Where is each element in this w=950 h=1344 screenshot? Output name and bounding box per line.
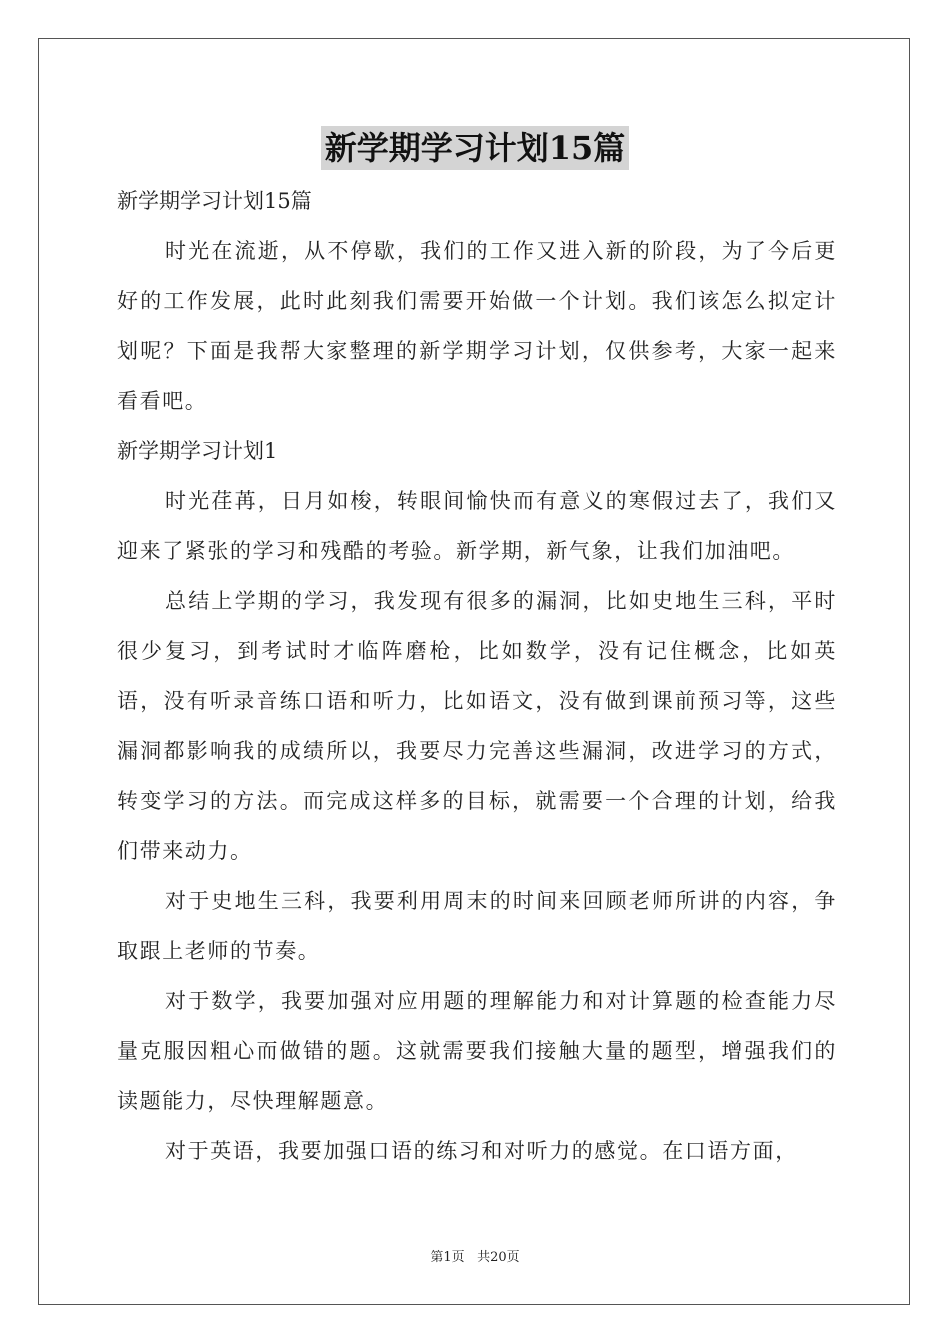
intro-paragraph: 时光在流逝，从不停歇，我们的工作又进入新的阶段，为了今后更好的工作发展，此时此刻我们需要开始做一个计划。我们该怎么拟定计划呢？下面是我帮大家整理的新学期学习计划，仅供参考，大家一起来看看吧。 — [117, 239, 837, 413]
document-subtitle: 新学期学习计划15篇 — [117, 189, 312, 213]
page-footer — [0, 1246, 950, 1265]
document-body — [117, 176, 837, 1176]
title-container — [0, 126, 950, 170]
body-paragraph: 对于史地生三科，我要利用周末的时间来回顾老师所讲的内容，争取跟上老师的节奏。 — [117, 889, 837, 963]
section-heading: 新学期学习计划1 — [117, 439, 278, 463]
total-pages: 共20页 — [477, 1250, 520, 1265]
body-paragraph: 对于数学，我要加强对应用题的理解能力和对计算题的检查能力尽量克服因粗心而做错的题。这就需要我们接触大量的题型，增强我们的读题能力，尽快理解题意。 — [117, 989, 837, 1113]
body-paragraph: 总结上学期的学习，我发现有很多的漏洞，比如史地生三科，平时很少复习，到考试时才临阵磨枪，比如数学，没有记住概念，比如英语，没有听录音练口语和听力，比如语文，没有做到课前预习等，这些漏洞都影响我的成绩所以，我要尽力完善这些漏洞，改进学习的方式，转变学习的方法。而完成这样多的目标，就需要一个合理的计划，给我们带来动力。 — [117, 589, 837, 863]
page-number: 第1页 — [430, 1250, 465, 1265]
document-title: 新学期学习计划15篇 — [321, 126, 630, 170]
body-paragraph: 对于英语，我要加强口语的练习和对听力的感觉。在口语方面， — [165, 1139, 798, 1163]
body-paragraph: 时光荏苒，日月如梭，转眼间愉快而有意义的寒假过去了，我们又迎来了紧张的学习和残酷的考验。新学期，新气象，让我们加油吧。 — [117, 489, 837, 563]
